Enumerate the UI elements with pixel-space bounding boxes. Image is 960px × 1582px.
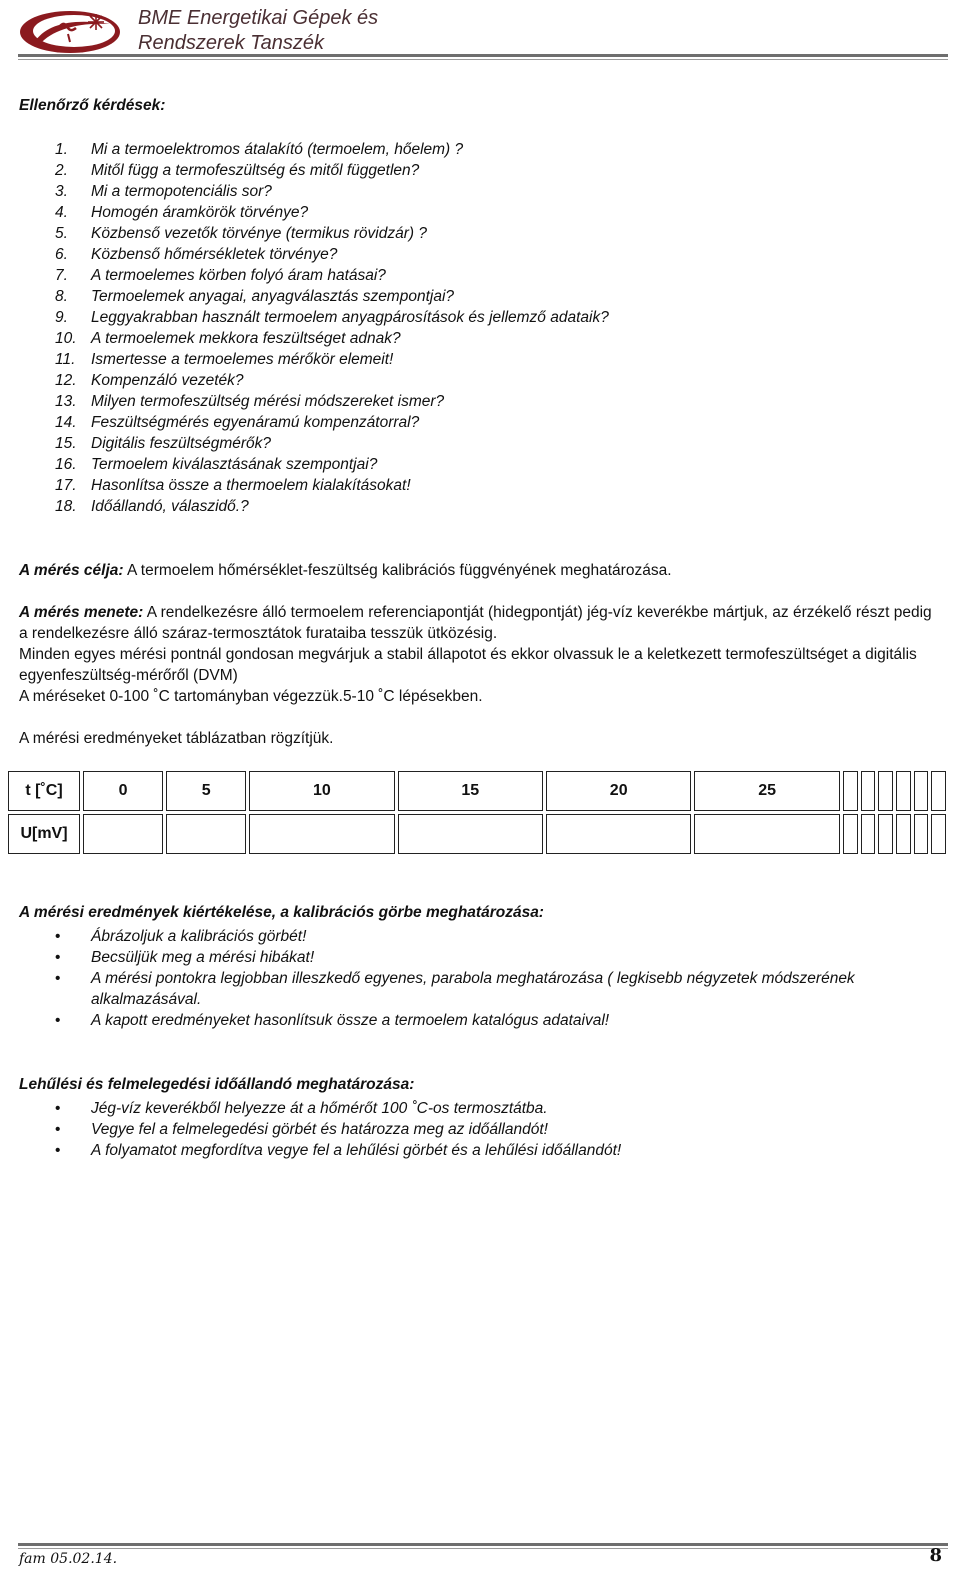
temperature-cell: 5 xyxy=(166,771,246,811)
timeconst-text: Jég-víz keverékből helyezze át a hőmérőt 100 ˚C-os termosztátba. xyxy=(91,1100,548,1117)
question-text: Kompenzáló vezeték? xyxy=(91,372,244,389)
question-text: Mi a termopotenciális sor? xyxy=(91,183,272,200)
question-number: 17. xyxy=(55,477,77,494)
question-text: A termoelemek mekkora feszültséget adnak? xyxy=(91,330,401,347)
voltage-cell xyxy=(249,814,394,854)
evaluation-text: Becsüljük meg a mérési hibákat! xyxy=(91,949,315,966)
question-number: 13. xyxy=(55,393,77,410)
evaluation-item xyxy=(55,926,915,947)
procedure-paragraph xyxy=(19,602,934,644)
bullet-icon: • xyxy=(55,1012,61,1029)
question-item xyxy=(55,202,935,223)
question-item xyxy=(55,391,935,412)
table-row-voltage xyxy=(8,814,946,854)
question-item xyxy=(55,139,935,160)
voltage-cell xyxy=(546,814,691,854)
voltage-cell xyxy=(861,814,876,854)
department-name-line1: BME Energetikai Gépek és xyxy=(138,7,379,29)
question-text: Ismertesse a termoelemes mérőkör elemeit! xyxy=(91,351,394,368)
voltage-cell xyxy=(694,814,839,854)
voltage-cell xyxy=(914,814,929,854)
question-number: 15. xyxy=(55,435,77,452)
question-text: Feszültségmérés egyenáramú kompenzátorral? xyxy=(91,414,420,431)
temperature-cell xyxy=(878,771,893,811)
question-item xyxy=(55,181,935,202)
question-number: 14. xyxy=(55,414,77,431)
question-number: 3. xyxy=(55,183,68,200)
question-item xyxy=(55,223,935,244)
temperature-cell xyxy=(914,771,929,811)
page-number: 8 xyxy=(929,1545,942,1566)
temperature-cell: 15 xyxy=(398,771,543,811)
temperature-cell: 25 xyxy=(694,771,839,811)
question-text: Közbenső vezetők törvénye (termikus rövidzár) ? xyxy=(91,225,427,242)
footer-author-date: fam 05.02.14. xyxy=(19,1551,118,1567)
evaluation-item xyxy=(55,947,915,968)
table-header-temperature: t [˚C] xyxy=(8,771,80,811)
question-text: Digitális feszültségmérők? xyxy=(91,435,272,452)
question-item xyxy=(55,244,935,265)
procedure-text-3: A méréseket 0-100 ˚C tartományban végezzük.5-10 ˚C lépésekben. xyxy=(19,688,483,705)
goal-paragraph xyxy=(19,560,934,581)
temperature-cell: 10 xyxy=(249,771,394,811)
question-number: 18. xyxy=(55,498,77,515)
bullet-icon: • xyxy=(55,970,61,987)
procedure-text-2: Minden egyes mérési pontnál gondosan megvárjuk a stabil állapotot és ekkor olvassuk le a keletkezett termofeszültséget a digitális egyenfeszültség-mérőről (DVM) xyxy=(19,646,917,684)
question-item xyxy=(55,328,935,349)
question-text: Termoelemek anyagai, anyagválasztás szempontjai? xyxy=(91,288,455,305)
question-item xyxy=(55,412,935,433)
timeconst-list xyxy=(55,1098,915,1161)
question-number: 7. xyxy=(55,267,68,284)
voltage-cell xyxy=(398,814,543,854)
question-text: Milyen termofeszültség mérési módszereket ismer? xyxy=(91,393,445,410)
bullet-icon: • xyxy=(55,928,61,945)
question-number: 9. xyxy=(55,309,68,326)
voltage-cell xyxy=(843,814,858,854)
question-item xyxy=(55,307,935,328)
temperature-cell xyxy=(896,771,911,811)
voltage-cell xyxy=(896,814,911,854)
question-number: 11. xyxy=(55,351,76,368)
department-name xyxy=(138,6,378,56)
question-text: Leggyakrabban használt termoelem anyagpárosítások és jellemző adataik? xyxy=(91,309,609,326)
question-text: Homogén áramkörök törvénye? xyxy=(91,204,309,221)
question-number: 4. xyxy=(55,204,68,221)
procedure-text-4: A mérési eredményeket táblázatban rögzítjük. xyxy=(19,730,334,747)
question-item xyxy=(55,370,935,391)
question-number: 1. xyxy=(55,141,68,158)
page-header xyxy=(18,4,948,60)
question-number: 16. xyxy=(55,456,77,473)
question-text: Időállandó, válaszidő.? xyxy=(91,498,249,515)
question-text: Termoelem kiválasztásának szempontjai? xyxy=(91,456,378,473)
voltage-cell xyxy=(878,814,893,854)
question-number: 6. xyxy=(55,246,68,263)
question-item xyxy=(55,454,935,475)
questions-list xyxy=(55,139,935,517)
goal-text: A termoelem hőmérséklet-feszültség kalibrációs függvényének meghatározása. xyxy=(123,562,672,579)
procedure-label: A mérés menete: xyxy=(19,604,144,621)
question-item xyxy=(55,160,935,181)
measurement-table xyxy=(5,768,949,857)
table-header-voltage: U[mV] xyxy=(8,814,80,854)
question-number: 10. xyxy=(55,330,77,347)
timeconst-text: Vegye fel a felmelegedési görbét és határozza meg az időállandót! xyxy=(91,1121,548,1138)
temperature-cell xyxy=(931,771,946,811)
bullet-icon: • xyxy=(55,1100,61,1117)
question-text: A termoelemes körben folyó áram hatásai? xyxy=(91,267,386,284)
questions-title: Ellenőrző kérdések: xyxy=(19,97,166,114)
voltage-cell xyxy=(166,814,246,854)
question-text: Hasonlítsa össze a thermoelem kialakításokat! xyxy=(91,477,411,494)
question-item xyxy=(55,433,935,454)
footer-divider-thin xyxy=(18,1548,948,1549)
temperature-cell: 20 xyxy=(546,771,691,811)
evaluation-text: Ábrázoljuk a kalibrációs görbét! xyxy=(91,928,307,945)
evaluation-item xyxy=(55,968,915,1010)
temperature-cell: 0 xyxy=(83,771,163,811)
question-number: 12. xyxy=(55,372,77,389)
question-number: 5. xyxy=(55,225,68,242)
bullet-icon: • xyxy=(55,1121,61,1138)
question-number: 8. xyxy=(55,288,68,305)
footer-divider xyxy=(18,1543,948,1546)
evaluation-title: A mérési eredmények kiértékelése, a kalibrációs görbe meghatározása: xyxy=(19,904,544,921)
temperature-cell xyxy=(843,771,858,811)
question-text: Közbenső hőmérsékletek törvénye? xyxy=(91,246,338,263)
question-item xyxy=(55,475,935,496)
evaluation-list xyxy=(55,926,915,1031)
department-name-line2: Rendszerek Tanszék xyxy=(138,32,325,54)
question-item xyxy=(55,349,935,370)
voltage-cell xyxy=(83,814,163,854)
header-divider-thin xyxy=(18,59,948,60)
timeconst-item xyxy=(55,1119,915,1140)
temperature-cell xyxy=(861,771,876,811)
bullet-icon: • xyxy=(55,1142,61,1159)
timeconst-item xyxy=(55,1140,915,1161)
procedure-text-1: A rendelkezésre álló termoelem referenciapontját (hidegpontját) jég-víz keverékbe mártjuk, az érzékelő részt pedig a rendelkezésre álló száraz-termosztátok furataiba tesszük ütközésig. xyxy=(19,604,932,642)
question-text: Mi a termoelektromos átalakító (termoelem, hőelem) ? xyxy=(91,141,464,158)
evaluation-item xyxy=(55,1010,915,1031)
voltage-cell xyxy=(931,814,946,854)
goal-label: A mérés célja: xyxy=(19,562,124,579)
department-logo xyxy=(18,4,128,54)
question-number: 2. xyxy=(55,162,68,179)
question-text: Mitől függ a termofeszültség és mitől független? xyxy=(91,162,420,179)
timeconst-text: A folyamatot megfordítva vegye fel a lehűlési görbét és a lehűlési időállandót! xyxy=(91,1142,622,1159)
bullet-icon: • xyxy=(55,949,61,966)
question-item xyxy=(55,286,935,307)
evaluation-text: A kapott eredményeket hasonlítsuk össze a termoelem katalógus adataival! xyxy=(91,1012,610,1029)
question-item xyxy=(55,496,935,517)
timeconst-item xyxy=(55,1098,915,1119)
timeconst-title: Lehűlési és felmelegedési időállandó meghatározása: xyxy=(19,1076,415,1093)
question-item xyxy=(55,265,935,286)
header-divider xyxy=(18,54,948,57)
table-row-temperature xyxy=(8,771,946,811)
evaluation-text: A mérési pontokra legjobban illeszkedő egyenes, parabola meghatározása ( legkisebb négyzetek módszerének alkalmazásával. xyxy=(91,970,855,1008)
